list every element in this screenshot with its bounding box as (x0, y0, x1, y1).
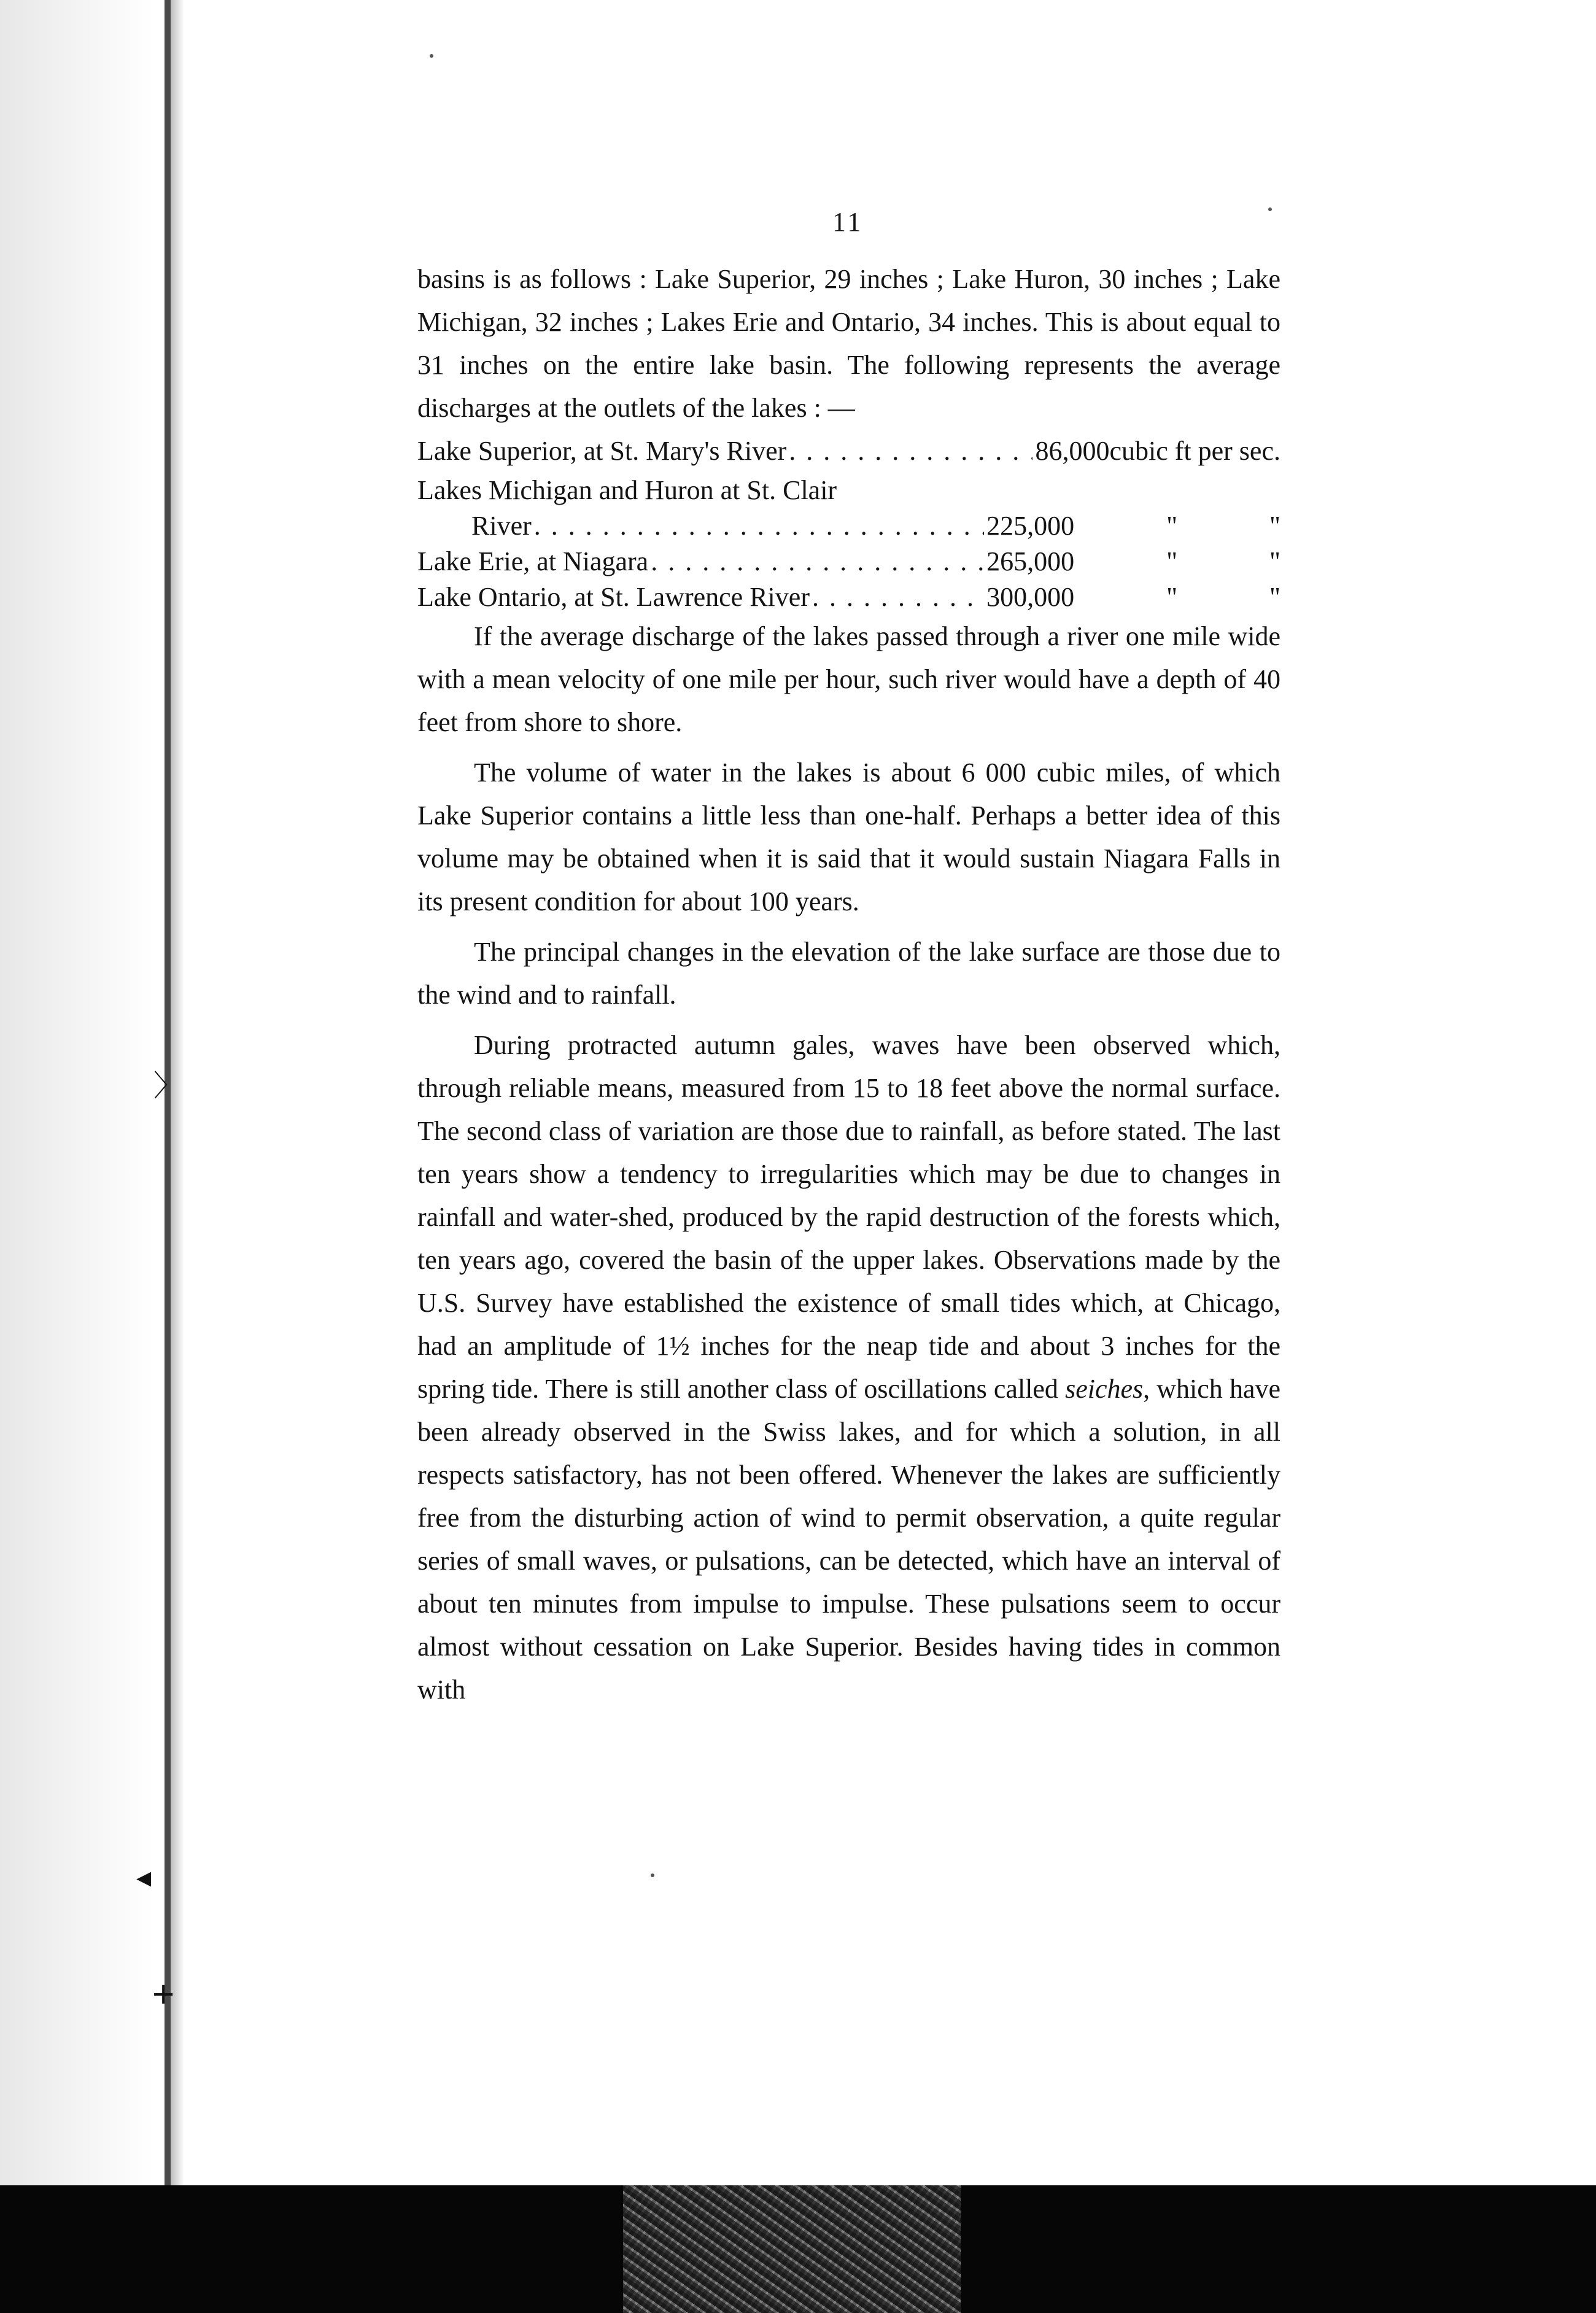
page-number: 11 (832, 207, 864, 237)
lake-name: Lake Erie, at Niagara (417, 546, 649, 576)
ditto-mark: " (1166, 511, 1178, 541)
leader-dots (534, 508, 984, 544)
paragraph-text: During protracted autumn gales, waves have been observed which, through reliable means, measured from 15 to 18 feet above the normal surface. The second class of variation are those due to rainfall, as before stated. The last ten years show a tendency to irregularities which may be due to changes in rainfall and water-shed, produced by the rapid destruction of the forests which, ten years ago, covered the basin of the upper lakes. Observations made by the U.S. Survey have established the existence of small tides which, at Chicago, had an amplitude of 1½ inches for the neap tide and about 3 inches for the spring tide. There is still another class of oscillations called (417, 1030, 1280, 1404)
page-body (417, 258, 1280, 1711)
binding-mark-icon: + (151, 1977, 176, 2011)
page-speck (1268, 207, 1272, 211)
leader-dots (812, 579, 984, 615)
lake-name: River (471, 511, 532, 541)
page-speck (430, 54, 433, 58)
discharge-unit: cubic ft per sec. (1109, 436, 1280, 466)
book-gutter-shadow (0, 0, 153, 2185)
paragraph-gales-tides-seiches (417, 1024, 1280, 1711)
binding-mark-icon: ◂ (136, 1860, 152, 1894)
paragraph-volume: The volume of water in the lakes is about 6 000 cubic miles, of which Lake Superior contains a little less than one-half. Perhaps a better idea of this volume may be obtained when it is said that it would sustain Niagara Falls in its present condition for about 100 years. (417, 757, 1280, 916)
paragraph-rainfall-basins: basins is as follows : Lake Superior, 29 inches ; Lake Huron, 30 inches ; Lake Michigan, 32 inches ; Lakes Erie and Ontario, 34 inches. This is about equal to 31 inches on the entire lake basin. The following represents the average discharges at the outlets of the lakes : — (417, 264, 1280, 423)
discharge-value: 86,000 (1035, 436, 1110, 466)
table-row (417, 473, 1280, 508)
lake-name: Lakes Michigan and Huron at St. Clair (417, 475, 837, 505)
binding-mark-icon: 〉 (153, 1069, 184, 1103)
page-speck (651, 1873, 654, 1877)
discharge-value: 265,000 (986, 546, 1075, 576)
leader-dots (651, 544, 984, 579)
ditto-mark: " (1269, 511, 1280, 541)
discharge-value: 300,000 (986, 582, 1075, 612)
table-row (417, 508, 1280, 544)
paragraph-discharge-river: If the average discharge of the lakes passed through a river one mile wide with a mean velocity of one mile per hour, such river would have a depth of 40 feet from shore to shore. (417, 621, 1280, 737)
table-row (417, 544, 1280, 579)
paragraph-elevation-changes: The principal changes in the elevation of the lake surface are those due to the wind and to rainfall. (417, 937, 1280, 1010)
lake-name: Lake Ontario, at St. Lawrence River (417, 582, 810, 612)
ditto-marks (1074, 508, 1280, 544)
ditto-mark: " (1269, 546, 1280, 576)
italic-term: seiches (1065, 1374, 1144, 1404)
ditto-mark: " (1166, 582, 1178, 612)
discharge-value: 225,000 (986, 511, 1075, 541)
ditto-marks (1074, 544, 1280, 579)
paragraph-text: , which have been already observed in the Swiss lakes, and for which a solution, in all respects satisfactory, has not been offered. Whenever the lakes are sufficiently free from the disturbing action of wind to permit observation, a quite regular series of small waves, or pulsations, can be detected, which have an interval of about ten minutes from impulse to impulse. These pulsations seem to occur almost without cessation on Lake Superior. Besides having tides in common with (417, 1374, 1280, 1705)
table-row (417, 430, 1280, 473)
table-row (417, 579, 1280, 615)
lake-name: Lake Superior, at St. Mary's River (417, 436, 787, 466)
ditto-mark: " (1269, 582, 1280, 612)
ditto-mark: " (1166, 546, 1178, 576)
ditto-marks (1074, 579, 1280, 615)
marbled-cover-board (623, 2185, 961, 2313)
discharge-table (417, 430, 1280, 615)
leader-dots (789, 430, 1032, 473)
